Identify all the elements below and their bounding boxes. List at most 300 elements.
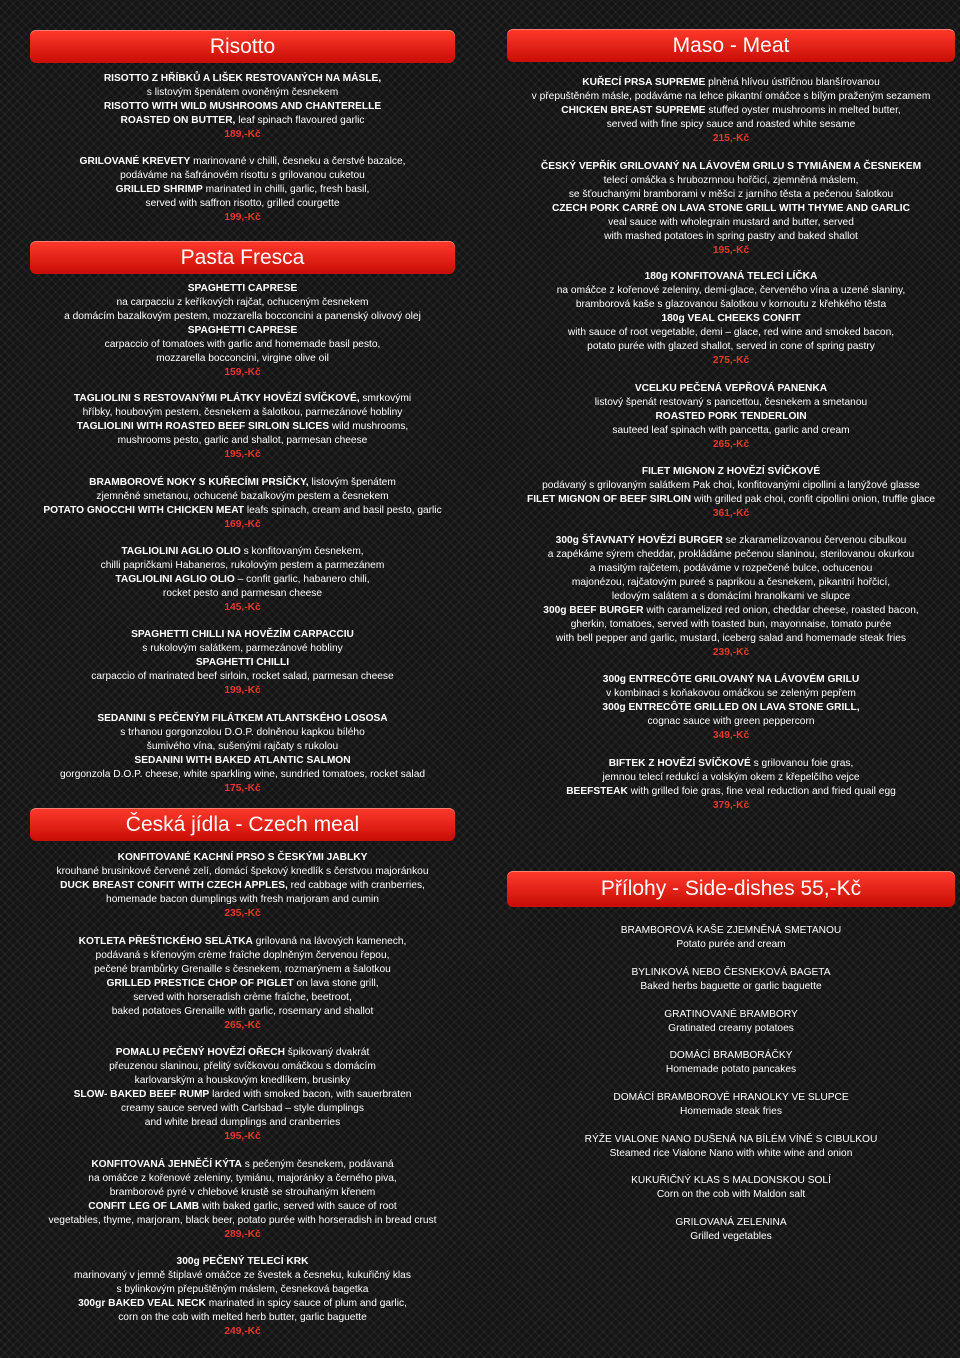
menu-item-text: [30, 1158, 455, 1242]
dish-description: rocket pesto and parmesan cheese: [162, 588, 323, 599]
menu-item-line: [507, 424, 955, 438]
menu-item-line: [30, 851, 455, 865]
side-item-cz: GRILOVANÁ ZELENINA: [675, 1217, 787, 1228]
menu-item-line: [30, 963, 455, 977]
dish-description: krouhané brusinkové červené zelí, domácí špekový knedlík s čerstvou majoránkou: [56, 866, 429, 877]
meat-item-3: [507, 382, 955, 452]
dish-name: SPAGHETTI CHILLI: [195, 657, 290, 668]
dish-name: GRILOVANÉ KREVETY: [79, 156, 191, 167]
dish-description: listový špenát restovaný s pancettou, česnekem a smetanou: [594, 397, 868, 408]
dish-name: 180g KONFITOVANÁ TELECÍ LÍČKA: [644, 271, 818, 282]
menu-item-line: [507, 715, 955, 729]
dish-name: POMALU PEČENÝ HOVĚZÍ OŘECH: [115, 1047, 285, 1058]
menu-item-line: [30, 879, 455, 893]
dish-description: s pečeným česnekem, podávaná: [241, 1159, 394, 1170]
menu-item-line: [30, 1060, 455, 1074]
dish-name: KONFITOVANÉ KACHNÍ PRSO S ČESKÝMI JABLKY: [117, 852, 368, 863]
menu-item-line: [507, 118, 955, 132]
dish-name: GRILLED SHRIMP: [115, 184, 203, 195]
dish-description: se šťouchanými bramborami v měšci z jarního těsta a pečenou šalotkou: [568, 189, 894, 200]
menu-item-line: [30, 434, 455, 448]
menu-item-line: [30, 642, 455, 656]
pasta-item-4: [30, 628, 455, 698]
dish-description: marinated in spicy sauce of plum and garlic,: [205, 1298, 407, 1309]
menu-item-line: [30, 656, 455, 670]
menu-item-line: [30, 183, 455, 197]
menu-item-line: [30, 169, 455, 183]
dish-price: 199,-Kč: [224, 212, 261, 223]
dish-price: 379,-Kč: [712, 800, 750, 811]
dish-description: listovým špenátem: [308, 477, 396, 488]
menu-item-line: [30, 338, 455, 352]
dish-price: 249,-Kč: [224, 1326, 261, 1337]
menu-item-line: [507, 785, 955, 799]
menu-item-line: [30, 324, 455, 338]
menu-item-line: [30, 296, 455, 310]
side-item-en: Homemade steak fries: [680, 1106, 782, 1117]
menu-item-line: [507, 590, 955, 604]
menu-item-line: [30, 545, 455, 559]
meat-item-2: [507, 270, 955, 368]
menu-item-line: [507, 687, 955, 701]
dish-description: and white bread dumplings and cranberries: [144, 1117, 341, 1128]
menu-item-text: [30, 851, 455, 921]
dish-name: BRAMBOROVÉ NOKY S KUŘECÍMI PRSÍČKY,: [89, 477, 309, 488]
menu-item-line: [30, 1186, 455, 1200]
menu-item-line: [30, 991, 455, 1005]
dish-description: leafs spinach, cream and basil pesto, garlic: [244, 505, 442, 516]
czech-item-3: [30, 1158, 455, 1242]
menu-item-line: [507, 396, 955, 410]
risotto-title: Risotto: [209, 34, 276, 58]
dish-description: s rukolovým salátkem, parmezánové hobliny: [142, 643, 343, 654]
dish-description: a masitým rajčetem, podáváme v rozpečené bulce, ochucenou: [589, 563, 873, 574]
dish-price: 169,-Kč: [224, 519, 261, 530]
menu-item-line: [507, 270, 955, 284]
menu-item-line: [30, 114, 455, 128]
menu-item-text: [30, 282, 455, 380]
menu-item-line: [30, 1214, 455, 1228]
dish-name: SLOW- BAKED BEEF RUMP: [73, 1089, 210, 1100]
dish-name: KUŘECÍ PRSA SUPREME: [582, 77, 706, 88]
menu-item-line: [507, 312, 955, 326]
dish-description: mushrooms pesto, garlic and shallot, parmesan cheese: [117, 435, 368, 446]
dish-price: 159,-Kč: [224, 367, 261, 378]
side-item-cz: DOMÁCÍ BRAMBOROVÉ HRANOLKY VE SLUPCE: [613, 1092, 849, 1103]
meat-banner: [507, 29, 955, 62]
menu-item-line: [507, 548, 955, 562]
menu-item-line: [507, 104, 955, 118]
menu-item-line: [30, 935, 455, 949]
dish-description: plněná hlívou ústřičnou blanšírovanou: [705, 77, 880, 88]
dish-name: 300gr BAKED VEAL NECK: [78, 1298, 206, 1309]
menu-item-line: [30, 977, 455, 991]
dish-description: on lava stone grill,: [293, 978, 379, 989]
dish-name: 300g ENTRECÔTE GRILLED ON LAVA STONE GRILL,: [602, 702, 860, 713]
dish-price: 189,-Kč: [224, 129, 261, 140]
dish-description: homemade bacon dumplings with fresh marjoram and cumin: [106, 894, 379, 905]
menu-item-text: [30, 712, 455, 796]
dish-description: grilovaná na lávových kamenech,: [252, 936, 407, 947]
menu-item-text: [507, 757, 955, 813]
dish-price: 195,-Kč: [224, 1131, 261, 1142]
dish-description: karlovarským a houskovým knedlíkem, brusinky: [134, 1075, 351, 1086]
dish-description: with caramelized red onion, cheddar cheese, roasted bacon,: [643, 605, 919, 616]
menu-item-line: [507, 701, 955, 715]
dish-name: FILET MIGNON OF BEEF SIRLOIN: [526, 494, 692, 505]
menu-item-line: [507, 493, 955, 507]
side-item-en: Gratinated creamy potatoes: [668, 1023, 794, 1034]
side-item-cz: DOMÁCÍ BRAMBORÁČKY: [669, 1050, 793, 1061]
dish-name: TAGLIOLINI WITH ROASTED BEEF SIRLOIN SLICES: [76, 421, 329, 432]
risotto-item-1: [30, 155, 455, 225]
menu-item-line: [30, 559, 455, 573]
menu-item-line: [507, 673, 955, 687]
menu-item-line: [30, 1046, 455, 1060]
dish-price: 349,-Kč: [712, 730, 750, 741]
dish-name: RISOTTO WITH WILD MUSHROOMS AND CHANTERELLE: [103, 101, 382, 112]
side-item-en: Corn on the cob with Maldon salt: [656, 1189, 806, 1200]
pasta-item-5: [30, 712, 455, 796]
dish-description: stuffed oyster mushrooms in melted butter,: [705, 105, 901, 116]
dish-description: gorgonzola D.O.P. cheese, white sparkling wine, sundried tomatoes, rocket salad: [59, 769, 426, 780]
meat-item-4: [507, 465, 955, 521]
side-item-1: [507, 966, 955, 994]
dish-name: CONFIT LEG OF LAMB: [88, 1201, 200, 1212]
menu-item-line: [507, 479, 955, 493]
side-item-en: Homemade potato pancakes: [665, 1064, 797, 1075]
dish-price: 235,-Kč: [224, 908, 261, 919]
side-item-0: [507, 924, 955, 952]
menu-item-line: [30, 1102, 455, 1116]
dish-description: corn on the cob with melted herb butter, garlic baguette: [118, 1312, 367, 1323]
menu-item-line: [30, 865, 455, 879]
side-item-en: Steamed rice Vialone Nano with white wine and onion: [609, 1148, 853, 1159]
menu-item-line: [507, 465, 955, 479]
dish-name: 180g VEAL CHEEKS CONFIT: [661, 313, 801, 324]
menu-item-line: [30, 100, 455, 114]
dish-description: v přepuštěném másle, podáváme na lehce pikantní omáčce s bílým praženým sezamem: [531, 91, 931, 102]
dish-name: ČESKÝ VEPŘÍK GRILOVANÝ NA LÁVOVÉM GRILU S TYMIÁNEM A ČESNEKEM: [540, 161, 922, 172]
dish-description: majonézou, rajčatovým pureé s paprikou a česnekem, pikantní hořčicí,: [571, 577, 891, 588]
dish-description: served with horseradish crème fraîche, beetroot,: [133, 992, 352, 1003]
dish-description: s listovým špenátem ovoněným česnekem: [146, 87, 339, 98]
menu-item-line: [30, 197, 455, 211]
dish-name: 300g ENTRECÔTE GRILOVANÝ NA LÁVOVÉM GRILU: [602, 674, 860, 685]
menu-item-text: [507, 534, 955, 660]
menu-item-line: [30, 587, 455, 601]
dish-description: wild mushrooms,: [328, 421, 409, 432]
dish-price: 275,-Kč: [712, 355, 750, 366]
meat-item-1: [507, 160, 955, 258]
dish-price: 265,-Kč: [224, 1020, 261, 1031]
dish-name: CHICKEN BREAST SUPREME: [561, 105, 706, 116]
menu-item-line: [507, 757, 955, 771]
dish-name: VCELKU PEČENÁ VEPŘOVÁ PANENKA: [634, 383, 828, 394]
dish-name: CZECH PORK CARRÉ ON LAVA STONE GRILL WITH THYME AND GARLIC: [552, 203, 910, 214]
side-item-4: [507, 1091, 955, 1119]
menu-item-line: [30, 740, 455, 754]
menu-item-line: [30, 282, 455, 296]
dish-name: GRILLED PRESTICE CHOP OF PIGLET: [106, 978, 294, 989]
menu-item-line: [507, 604, 955, 618]
czech-item-1: [30, 935, 455, 1033]
dish-description: served with fine spicy sauce and roasted white sesame: [606, 119, 856, 130]
dish-description: carpaccio of tomatoes with garlic and homemade basil pesto,: [104, 339, 381, 350]
dish-price: 289,-Kč: [224, 1229, 261, 1240]
pasta-title: Pasta Fresca: [180, 245, 305, 269]
menu-item-text: [30, 72, 455, 142]
dish-name: ROASTED PORK TENDERLOIN: [655, 411, 807, 422]
side-item-en: Grilled vegetables: [690, 1231, 772, 1242]
dish-price: 145,-Kč: [224, 602, 261, 613]
dish-description: bramborová kaše s glazovanou šalotkou v kornoutu z křehkého těsta: [575, 299, 887, 310]
pasta-banner: [30, 241, 455, 274]
dish-description: mozzarella bocconcini, virgine olive oil: [156, 353, 329, 364]
dish-name: TAGLIOLINI S RESTOVANÝMI PLÁTKY HOVĚZÍ SVÍČKOVÉ,: [73, 393, 360, 404]
dish-description: podávaný s grilovaným salátkem Pak choi, konfitovanými cipollini a lanýžové glasse: [542, 480, 920, 491]
menu-item-line: [507, 76, 955, 90]
menu-item-text: [30, 1255, 455, 1339]
dish-description: marinated in chilli, garlic, fresh basil,: [202, 184, 370, 195]
menu-item-line: [507, 298, 955, 312]
pasta-item-2: [30, 476, 455, 532]
menu-item-line: [30, 1311, 455, 1325]
sides-title: Přílohy - Side-dishes 55,-Kč: [600, 877, 862, 900]
dish-description: s bylinkovým přepuštěným máslem, česneková bagetka: [116, 1284, 369, 1295]
dish-description: gherkin, tomatoes, served with toasted bun, mayonnaise, tomato purée: [570, 619, 892, 630]
dish-description: marinované v chilli, česneku a čerstvé bazalce,: [190, 156, 406, 167]
dish-description: marinovaný v jemně štiplavé omáčce ze švestek a česneku, kukuřičný klas: [74, 1270, 411, 1281]
dish-description: vegetables, thyme, marjoram, black beer, potato purée with horseradish in bread crust: [48, 1215, 437, 1226]
menu-item-line: [507, 632, 955, 646]
risotto-banner: [30, 30, 455, 63]
menu-item-line: [507, 202, 955, 216]
menu-item-text: [507, 673, 955, 743]
dish-description: podáváme na šafránovém risottu s grilovanou cuketou: [120, 170, 365, 181]
menu-item-line: [507, 382, 955, 396]
dish-description: red cabbage with cranberries,: [287, 880, 425, 891]
dish-name: KONFITOVANÁ JEHNĚČÍ KÝTA: [91, 1159, 242, 1170]
menu-item-line: [30, 420, 455, 434]
menu-item-line: [30, 628, 455, 642]
menu-item-line: [507, 618, 955, 632]
menu-item-line: [30, 1283, 455, 1297]
side-item-5: [507, 1133, 955, 1161]
meat-item-7: [507, 757, 955, 813]
menu-item-line: [30, 406, 455, 420]
risotto-item-0: [30, 72, 455, 142]
menu-item-text: [507, 382, 955, 452]
dish-description: with sauce of root vegetable, demi – glace, red wine and smoked bacon,: [567, 327, 895, 338]
side-item-cz: BRAMBOROVÁ KAŠE ZJEMNĚNÁ SMETANOU: [620, 925, 842, 936]
dish-price: 239,-Kč: [712, 647, 750, 658]
menu-item-text: [30, 628, 455, 698]
czech-item-4: [30, 1255, 455, 1339]
dish-description: leaf spinach flavoured garlic: [235, 115, 365, 126]
side-item-7: [507, 1216, 955, 1244]
menu-item-line: [30, 1172, 455, 1186]
menu-item-text: [30, 476, 455, 532]
menu-item-line: [30, 1158, 455, 1172]
dish-description: v kombinaci s koňakovou omáčkou se zeleným pepřem: [606, 688, 856, 699]
menu-item-line: [30, 490, 455, 504]
dish-name: BIFTEK Z HOVĚZÍ SVÍČKOVÉ: [608, 758, 751, 769]
menu-item-text: [30, 935, 455, 1033]
dish-name: SPAGHETTI CAPRESE: [187, 325, 298, 336]
dish-description: s grilovanou foie gras,: [750, 758, 854, 769]
sides-banner: [507, 871, 955, 907]
dish-name: ROASTED ON BUTTER,: [120, 115, 236, 126]
dish-description: with baked garlic, served with sauce of root: [199, 1201, 397, 1212]
menu-item-line: [30, 1005, 455, 1019]
menu-item-line: [30, 310, 455, 324]
menu-item-line: [30, 392, 455, 406]
dish-price: 265,-Kč: [712, 439, 750, 450]
menu-item-line: [507, 284, 955, 298]
menu-item-line: [30, 893, 455, 907]
menu-item-text: [30, 392, 455, 462]
meat-item-0: [507, 76, 955, 146]
dish-description: zjemněné smetanou, ochucené bazalkovým pestem a česnekem: [96, 491, 389, 502]
menu-item-line: [507, 216, 955, 230]
dish-name: BEEFSTEAK: [566, 786, 628, 797]
dish-description: baked potatoes Grenaille with garlic, rosemary and shallot: [111, 1006, 374, 1017]
pasta-item-1: [30, 392, 455, 462]
side-item-2: [507, 1008, 955, 1036]
meat-item-6: [507, 673, 955, 743]
dish-description: potato purée with glazed shallot, served in cone of spring pastry: [587, 341, 875, 352]
side-item-3: [507, 1049, 955, 1077]
dish-description: pečené brambůrky Grenaille s česnekem, rozmarýnem a šalotkou: [94, 964, 391, 975]
dish-description: přeuzenou slaninou, přelitý svíčkovou omáčkou s domácím: [109, 1061, 376, 1072]
dish-description: sauteed leaf spinach with pancetta, garlic and cream: [612, 425, 850, 436]
dish-description: se zkaramelizovanou červenou cibulkou: [722, 535, 907, 546]
czech-title: Česká jídla - Czech meal: [125, 812, 360, 836]
dish-description: telecí omáčka s hrubozrnnou hořčicí, zjemněná máslem,: [603, 175, 859, 186]
dish-description: with grilled pak choi, confit cipollini onion, truffle glace: [691, 494, 936, 505]
menu-item-line: [30, 768, 455, 782]
dish-description: with grilled foie gras, fine veal reduction and fried quail egg: [627, 786, 896, 797]
dish-name: RISOTTO Z HŘÍBKŮ A LIŠEK RESTOVANÝCH NA MÁSLE,: [103, 73, 382, 84]
dish-description: na omáčce z kořenové zeleniny, tymiánu, majoránky a černého piva,: [88, 1173, 397, 1184]
menu-item-line: [30, 1088, 455, 1102]
dish-name: DUCK BREAST CONFIT WITH CZECH APPLES,: [60, 880, 288, 891]
dish-description: s trhanou gorgonzolou D.O.P. dolněnou kapkou bílého: [120, 727, 365, 738]
side-item-cz: BYLINKOVÁ NEBO ČESNEKOVÁ BAGETA: [631, 967, 831, 978]
dish-description: ledovým salátem a s domácími hranolkami ve slupce: [611, 591, 851, 602]
dish-name: SPAGHETTI CHILLI NA HOVĚZÍM CARPACCIU: [131, 629, 354, 640]
dish-name: 300g BEEF BURGER: [543, 605, 644, 616]
dish-description: na omáčce z kořenové zeleniny, demi-glace, červeného vína a uzené slaniny,: [556, 285, 906, 296]
side-item-cz: GRATINOVANÉ BRAMBORY: [664, 1009, 798, 1020]
meat-title: Maso - Meat: [672, 33, 790, 57]
menu-item-line: [30, 949, 455, 963]
menu-item-line: [30, 1297, 455, 1311]
menu-item-line: [30, 670, 455, 684]
dish-name: KOTLETA PŘEŠTICKÉHO SELÁTKA: [78, 936, 253, 947]
menu-item-text: [507, 270, 955, 368]
menu-item-text: [30, 155, 455, 225]
menu-item-line: [30, 754, 455, 768]
dish-name: SEDANINI WITH BAKED ATLANTIC SALMON: [134, 755, 351, 766]
menu-item-line: [507, 340, 955, 354]
menu-item-line: [507, 188, 955, 202]
dish-price: 199,-Kč: [224, 685, 261, 696]
menu-item-line: [30, 155, 455, 169]
dish-price: 195,-Kč: [712, 245, 750, 256]
dish-name: POTATO GNOCCHI WITH CHICKEN MEAT: [43, 505, 245, 516]
menu-item-text: [507, 160, 955, 258]
dish-price: 215,-Kč: [712, 133, 750, 144]
dish-description: cognac sauce with green peppercorn: [647, 716, 815, 727]
dish-description: a zapékáme sýrem cheddar, prokládáme pečenou slaninou, sterilovanou okurkou: [547, 549, 915, 560]
menu-item-line: [507, 410, 955, 424]
menu-item-line: [30, 1269, 455, 1283]
menu-item-line: [507, 562, 955, 576]
menu-item-text: [30, 545, 455, 615]
menu-item-line: [30, 573, 455, 587]
menu-item-line: [507, 326, 955, 340]
dish-description: creamy sauce served with Carlsbad – style dumplings: [121, 1103, 364, 1114]
menu-item-line: [30, 352, 455, 366]
czech-item-2: [30, 1046, 455, 1144]
pasta-item-0: [30, 282, 455, 380]
side-item-en: Potato purée and cream: [676, 939, 786, 950]
dish-name: SEDANINI S PEČENÝM FILÁTKEM ATLANTSKÉHO LOSOSA: [97, 713, 388, 724]
menu-item-line: [507, 230, 955, 244]
dish-name: SPAGHETTI CAPRESE: [187, 283, 298, 294]
menu-item-line: [30, 1116, 455, 1130]
menu-item-line: [30, 1074, 455, 1088]
dish-description: chilli papričkami Habaneros, rukolovým pestem a parmezánem: [100, 560, 385, 571]
dish-description: larded with smoked bacon, with sauerbraten: [209, 1089, 412, 1100]
dish-description: served with saffron risotto, grilled courgette: [145, 198, 340, 209]
menu-item-line: [30, 86, 455, 100]
menu-item-line: [30, 504, 455, 518]
dish-price: 195,-Kč: [224, 449, 261, 460]
dish-description: with bell pepper and garlic, mustard, iceberg salad and homemade steak fries: [556, 633, 906, 644]
side-item-cz: RÝŽE VIALONE NANO DUŠENÁ NA BÍLÉM VÍNĚ S CIBULKOU: [584, 1134, 878, 1145]
dish-description: šumivého vína, sušenými rajčaty s rukolou: [146, 741, 339, 752]
menu-item-text: [507, 76, 955, 146]
czech-item-0: [30, 851, 455, 921]
menu-item-line: [30, 72, 455, 86]
dish-description: – confit garlic, habanero chili,: [234, 574, 370, 585]
dish-description: podávaná s křenovým crème fraîche doplněným červenou řepou,: [95, 950, 390, 961]
dish-description: hříbky, houbovým pestem, česnekem a šalotkou, parmezánové hobliny: [82, 407, 403, 418]
dish-description: bramborové pyré v chlebové krustě se strouhaným křenem: [109, 1187, 376, 1198]
menu-item-line: [507, 576, 955, 590]
dish-name: TAGLIOLINI AGLIO OLIO: [121, 546, 241, 557]
dish-name: TAGLIOLINI AGLIO OLIO: [115, 574, 235, 585]
menu-item-line: [30, 1200, 455, 1214]
menu-item-line: [507, 534, 955, 548]
menu-item-line: [30, 476, 455, 490]
dish-description: with mashed potatoes in spring pastry and baked shallot: [604, 231, 858, 242]
dish-description: a domácím bazalkovým pestem, mozzarella bocconcini a panenský olivový olej: [64, 311, 421, 322]
menu-item-line: [30, 1255, 455, 1269]
dish-price: 361,-Kč: [712, 508, 750, 519]
pasta-item-3: [30, 545, 455, 615]
dish-description: smrkovými: [359, 393, 412, 404]
dish-description: na carpacciu z keříkových rajčat, ochuceným česnekem: [116, 297, 369, 308]
side-item-en: Baked herbs baguette or garlic baguette: [640, 981, 822, 992]
dish-name: 300g PEČENÝ TELECÍ KRK: [176, 1256, 309, 1267]
menu-item-text: [30, 1046, 455, 1144]
czech-banner: [30, 808, 455, 841]
menu-item-line: [30, 712, 455, 726]
